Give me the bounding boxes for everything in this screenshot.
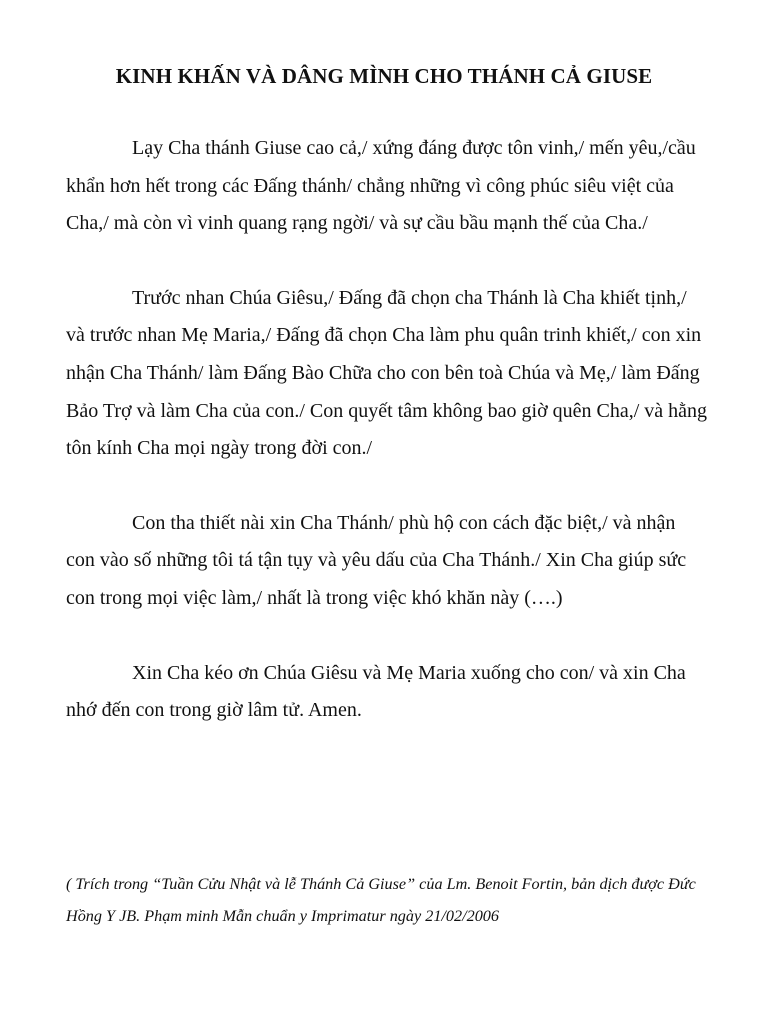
prayer-title: KINH KHẤN VÀ DÂNG MÌNH CHO THÁNH CẢ GIUSE [115,64,653,88]
prayer-body [66,130,708,767]
prayer-paragraph-3: Con tha thiết nài xin Cha Thánh/ phù hộ con cách đặc biệt,/ và nhận con vào số những tôi tá tận tụy và yêu dấu của Cha Thánh./ Xin Cha giúp sức con trong mọi việc làm,/ nhất là trong việc khó khăn này (….) [66,511,687,609]
prayer-paragraph-1: Lạy Cha thánh Giuse cao cả,/ xứng đáng được tôn vinh,/ mến yêu,/cầu khẩn hơn hết trong các Đấng thánh/ chẳng những vì công phúc siêu việt của Cha,/ mà còn vì vinh quang rạng ngời/ và sự cầu bầu mạnh thế của Cha./ [66,137,696,235]
source-citation: ( Trích trong “Tuần Cửu Nhật và lễ Thánh Cả Giuse” của Lm. Benoit Fortin, bản dịch được Đức Hồng Y JB. Phạm minh Mẫn chuẩn y Imprimatur ngày 21/02/2006 [66,875,696,925]
prayer-paragraph-4: Xin Cha kéo ơn Chúa Giêsu và Mẹ Maria xuống cho con/ và xin Cha nhớ đến con trong giờ lâm tử. Amen. [66,661,686,722]
prayer-paragraph-2: Trước nhan Chúa Giêsu,/ Đấng đã chọn cha Thánh là Cha khiết tịnh,/ và trước nhan Mẹ Maria,/ Đấng đã chọn Cha làm phu quân trinh khiết,/ con xin nhận Cha Thánh/ làm Đấng Bào Chữa cho con bên toà Chúa và Mẹ,/ làm Đấng Bảo Trợ và làm Cha của con./ Con quyết tâm không bao giờ quên Cha,/ và hằng tôn kính Cha mọi ngày trong đời con./ [66,286,708,460]
